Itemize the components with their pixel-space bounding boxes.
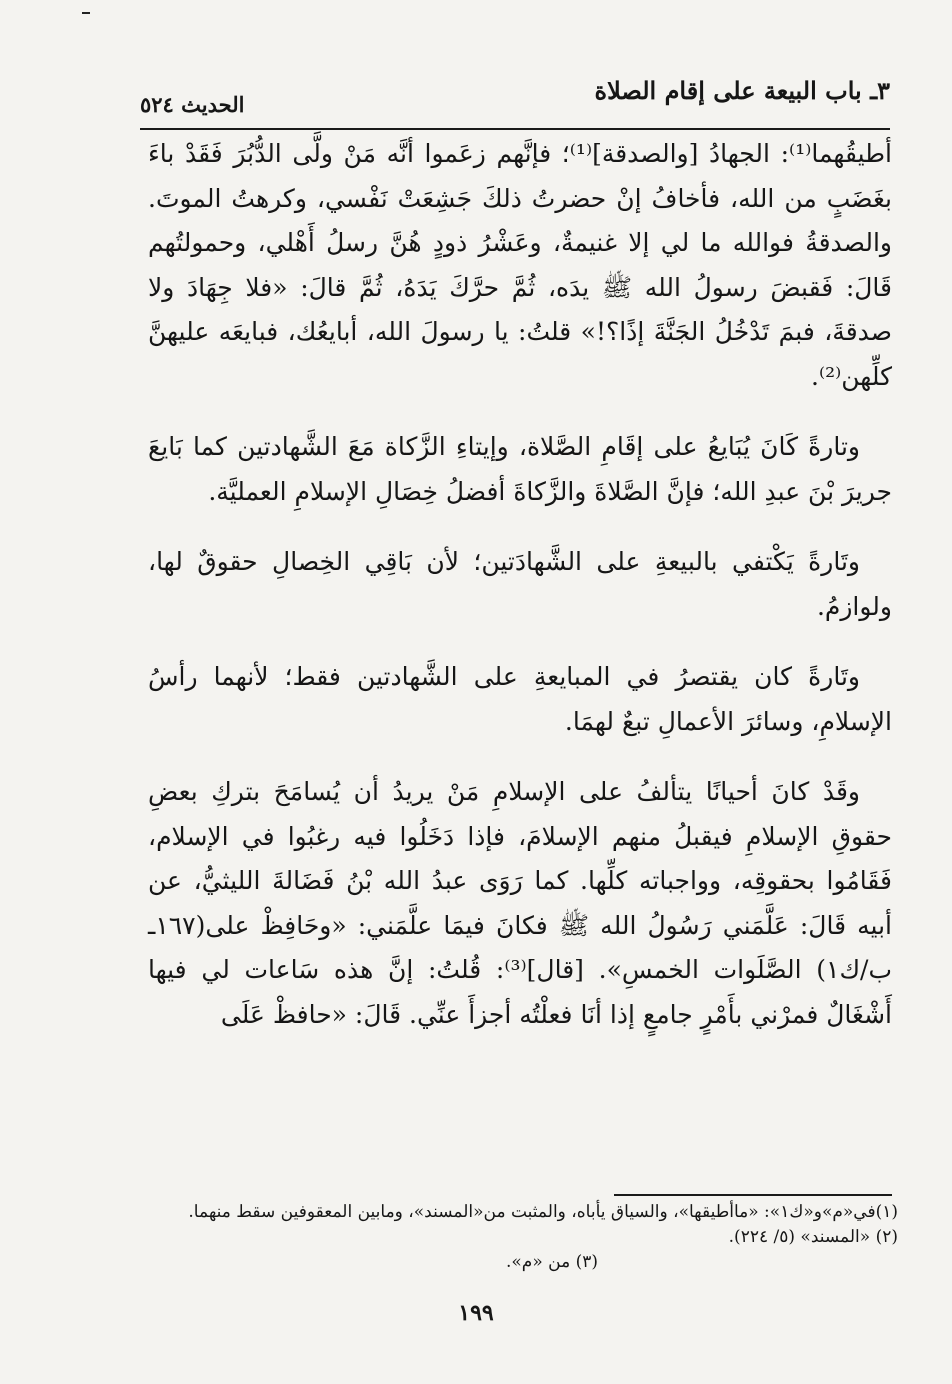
footnote-divider [614,1194,892,1196]
running-header [140,74,890,126]
header-divider [140,128,890,130]
chapter-title: ٣ـ باب البيعة على إقام الصلاة [594,76,890,105]
footnote-1: (١)في«م»و«ك١»: «ماأطيقها»، والسياق يأباه، والمثبت من«المسند»، ومابين المعقوفين سقط منهما. [188,1202,898,1222]
paragraph-3: وتَارةً يَكْتفي بالبيعةِ على الشَّهادَتين؛ لأن بَاقِي الخِصالِ حقوقٌ لها، ولوازمُ. [148,547,892,621]
footnote-2: (٢) «المسند» (٥/ ٢٢٤). [728,1227,898,1247]
paragraph-4: وتَارةً كان يقتصرُ في المبايعةِ على الشَّهادتين فقط؛ لأنهما رأسُ الإسلامِ، وسائرَ الأعمالِ تبعٌ لهمَا. [148,662,892,736]
page-number: ١٩٩ [458,1300,494,1326]
hadith-number: الحديث ٥٢٤ [140,92,245,117]
paragraph-1: أطيقُهما⁽¹⁾: الجهادُ [والصدقة]⁽¹⁾؛ فإنَّهم زعَموا أنَّه مَنْ ولَّى الدُّبُرَ فَقَدْ باءَ بغَضَبٍ من الله، فأخافُ إنْ حضرتُ ذلكَ جَشِعَتْ نَفْسي، وكرهتُ الموتَ. والصدقةُ فوالله ما لي إلا غنيمةٌ، وعَشْرُ ذودٍ هُنَّ رسلُ أَهْلي، وحمولتُهم قَالَ: فَقبضَ رسولُ الله ﷺ يدَه، ثُمَّ حرَّكَ يَدَهُ، ثُمَّ قالَ: «فلا جِهَادَ ولا صدقةَ، فبمَ تَدْخُلُ الجَنَّةَ إذًا؟!» قلتُ: يا رسولَ الله، أبايعُك، فبايعَه عليهنَّ كلِّهن⁽²⁾. [148,139,892,391]
paragraph-5: وقَدْ كانَ أحيانًا يتألفُ على الإسلامِ مَنْ يريدُ أن يُسامَحَ بتركِ بعضِ حقوقِ الإسلامِ فيقبلُ منهم الإسلامَ، فإذا دَخَلُوا فيه رغبُوا في الإسلام، فَقَامُوا بحقوقِه، وواجباته كلِّها. كما رَوَى عبدُ الله بْنُ فَضَالةَ الليثيُّ، عن أبيه قَالَ: عَلَّمَني رَسُولُ الله ﷺ فكانَ فيمَا علَّمَني: «وحَافِظْ على(١٦٧ـ ب/ك١) الصَّلَوات الخمسِ». [قال]⁽³⁾: قُلتُ: إنَّ هذه سَاعات لي فيها أَشْغَالٌ فمرْني بأَمْرٍ جامعٍ إذا أنَا فعلْتُه أجزأَ عنِّي. قَالَ: «حافظْ عَلَى [148,777,893,1029]
scan-mark [82,12,90,14]
footnote-3: (٣) من «م». [506,1252,598,1272]
main-text [148,132,892,1063]
paragraph-2: وتارةً كَانَ يُبَايعُ على إقَامِ الصَّلاة، وإيتاءِ الزَّكاة مَعَ الشَّهادتين كما بَايعَ جريرَ بْنَ عبدِ الله؛ فإنَّ الصَّلاةَ والزَّكاةَ أفضلُ خِصَالِ الإسلامِ العمليَّة. [148,432,892,506]
footnotes [150,1200,898,1275]
